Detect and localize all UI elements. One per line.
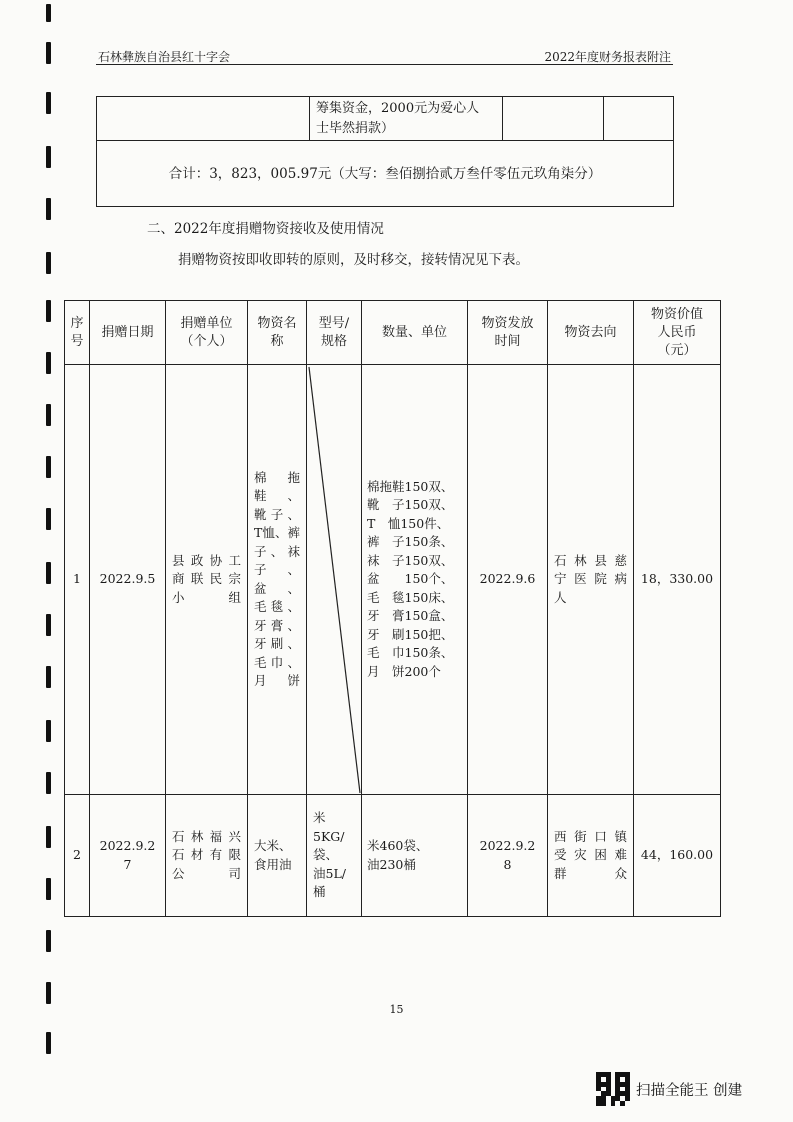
col-model: 型号/ 规格 (307, 301, 362, 365)
col-dest: 物资去向 (548, 301, 634, 365)
col-name: 物资名 称 (248, 301, 307, 365)
table-row: 2 2022.9.2 7 石林福兴 石材有限 公司 大米、 食用油 米 5KG/ 袋、 油5L/ 桶 米460袋、 油230桶 2022.9.2 8 西街口镇 受灾困难 群众 44，160.00 (65, 795, 721, 917)
section-heading: 二、2022年度捐赠物资接收及使用情况 (147, 221, 384, 237)
section-intro: 捐赠物资按即收即转的原则，及时移交，接转情况见下表。 (178, 252, 529, 268)
col-value: 物资价值 人民币 （元） (634, 301, 721, 365)
header-org: 石林彝族自治县红十字会 (98, 50, 231, 64)
empty-model-cell (307, 365, 362, 795)
note-cell: 筹集资金，2000元为爱心人 士毕然捐款） (310, 97, 503, 141)
header-row (65, 301, 721, 365)
col-issue: 物资发放 时间 (468, 301, 548, 365)
scanner-watermark: 扫描全能王 创建 (596, 1072, 742, 1106)
col-donor: 捐赠单位 （个人） (166, 301, 248, 365)
table-row: 1 2022.9.5 县政协工 商联民宗 小组 棉 拖 鞋、 靴子、 T恤、裤 子、袜 子、盆、 毛毯、 牙膏、 牙刷、 毛巾、 月饼 棉拖鞋150双、 靴 子150双、 T 恤150件、 裤 子150条、 袜 子150双、 盆 150个、 毛 毯150床、 牙 膏150盒、 牙 刷150把、 毛 巾150条、 月 饼200个 2022.9.6 石林县慈 宁医院病 人 18，330.00 (65, 365, 721, 795)
col-date: 捐赠日期 (90, 301, 166, 365)
diagonal-slash (307, 365, 362, 795)
continued-table (96, 96, 674, 207)
page-number: 15 (389, 1003, 404, 1016)
col-qty: 数量、单位 (362, 301, 468, 365)
col-seq: 序 号 (65, 301, 90, 365)
donation-table (64, 300, 721, 917)
header-doc-title: 2022年度财务报表附注 (544, 50, 671, 64)
total-cell: 合计：3，823，005.97元（大写：叁佰捌拾贰万叁仟零伍元玖角柒分） (97, 141, 674, 207)
binding-marks (40, 0, 60, 1122)
page-header (96, 46, 673, 65)
qr-code-icon (596, 1072, 630, 1106)
